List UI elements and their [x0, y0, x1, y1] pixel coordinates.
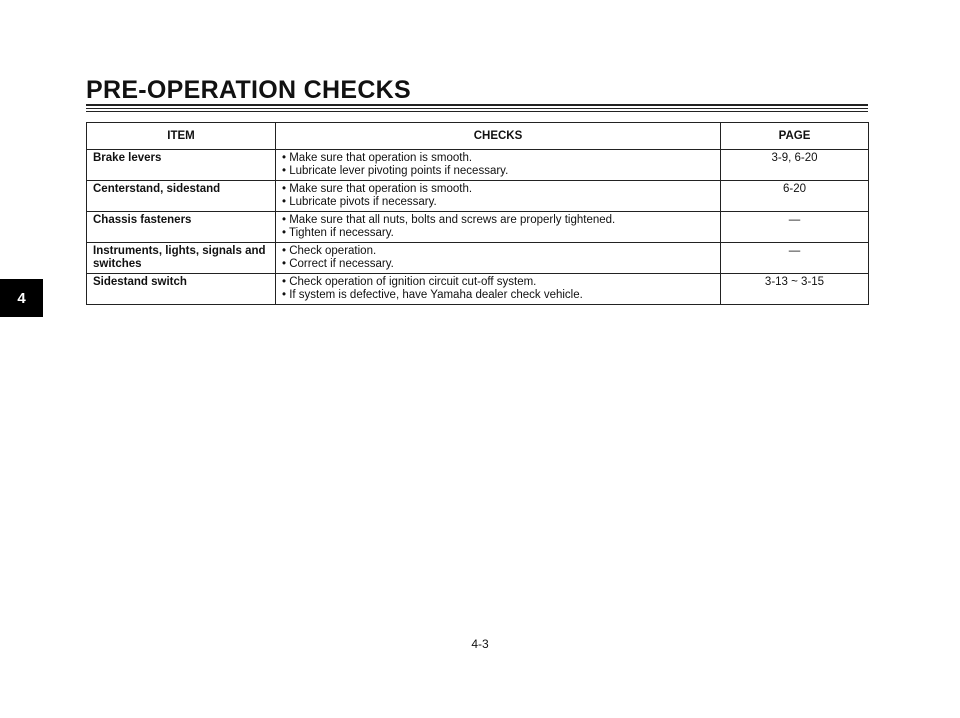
check-line: • Check operation of ignition circuit cut-off system. — [282, 276, 537, 288]
item-cell: Brake levers — [87, 150, 276, 181]
column-header-checks: CHECKS — [276, 123, 721, 150]
check-line: • Make sure that operation is smooth. — [282, 183, 473, 195]
column-header-item: ITEM — [87, 123, 276, 150]
check-line: • Check operation. — [282, 245, 377, 257]
check-line: • Tighten if necessary. — [282, 227, 394, 239]
check-line: • Lubricate lever pivoting points if necessary. — [282, 165, 509, 177]
page-cell: 6-20 — [721, 181, 869, 212]
table-header-row — [87, 123, 869, 150]
checks-cell — [276, 181, 721, 212]
page-number: 4-3 — [471, 637, 489, 651]
pre-operation-checks-table — [86, 122, 869, 305]
title-rule — [86, 111, 868, 112]
item-cell: Instruments, lights, signals and switches — [87, 243, 276, 274]
table-row — [87, 212, 869, 243]
item-cell: Centerstand, sidestand — [87, 181, 276, 212]
item-cell: Sidestand switch — [87, 274, 276, 305]
item-cell: Chassis fasteners — [87, 212, 276, 243]
check-line: • Make sure that all nuts, bolts and screws are properly tightened. — [282, 214, 616, 226]
check-line: • Make sure that operation is smooth. — [282, 152, 473, 164]
page-cell: 3-9, 6-20 — [721, 150, 869, 181]
column-header-page: PAGE — [721, 123, 869, 150]
table-row — [87, 274, 869, 305]
table-row — [87, 181, 869, 212]
page-title: PRE-OPERATION CHECKS — [86, 76, 412, 104]
checks-cell — [276, 212, 721, 243]
table-row — [87, 150, 869, 181]
check-line: • If system is defective, have Yamaha dealer check vehicle. — [282, 289, 583, 301]
check-line: • Correct if necessary. — [282, 258, 394, 270]
page-cell: 3-13 ~ 3-15 — [721, 274, 869, 305]
checks-cell — [276, 274, 721, 305]
table-row — [87, 243, 869, 274]
page-cell: — — [721, 243, 869, 274]
page-cell: — — [721, 212, 869, 243]
title-rule — [86, 108, 868, 109]
chapter-tab: 4 — [0, 279, 43, 317]
checks-cell — [276, 243, 721, 274]
check-line: • Lubricate pivots if necessary. — [282, 196, 437, 208]
checks-cell — [276, 150, 721, 181]
title-rule — [86, 104, 868, 106]
